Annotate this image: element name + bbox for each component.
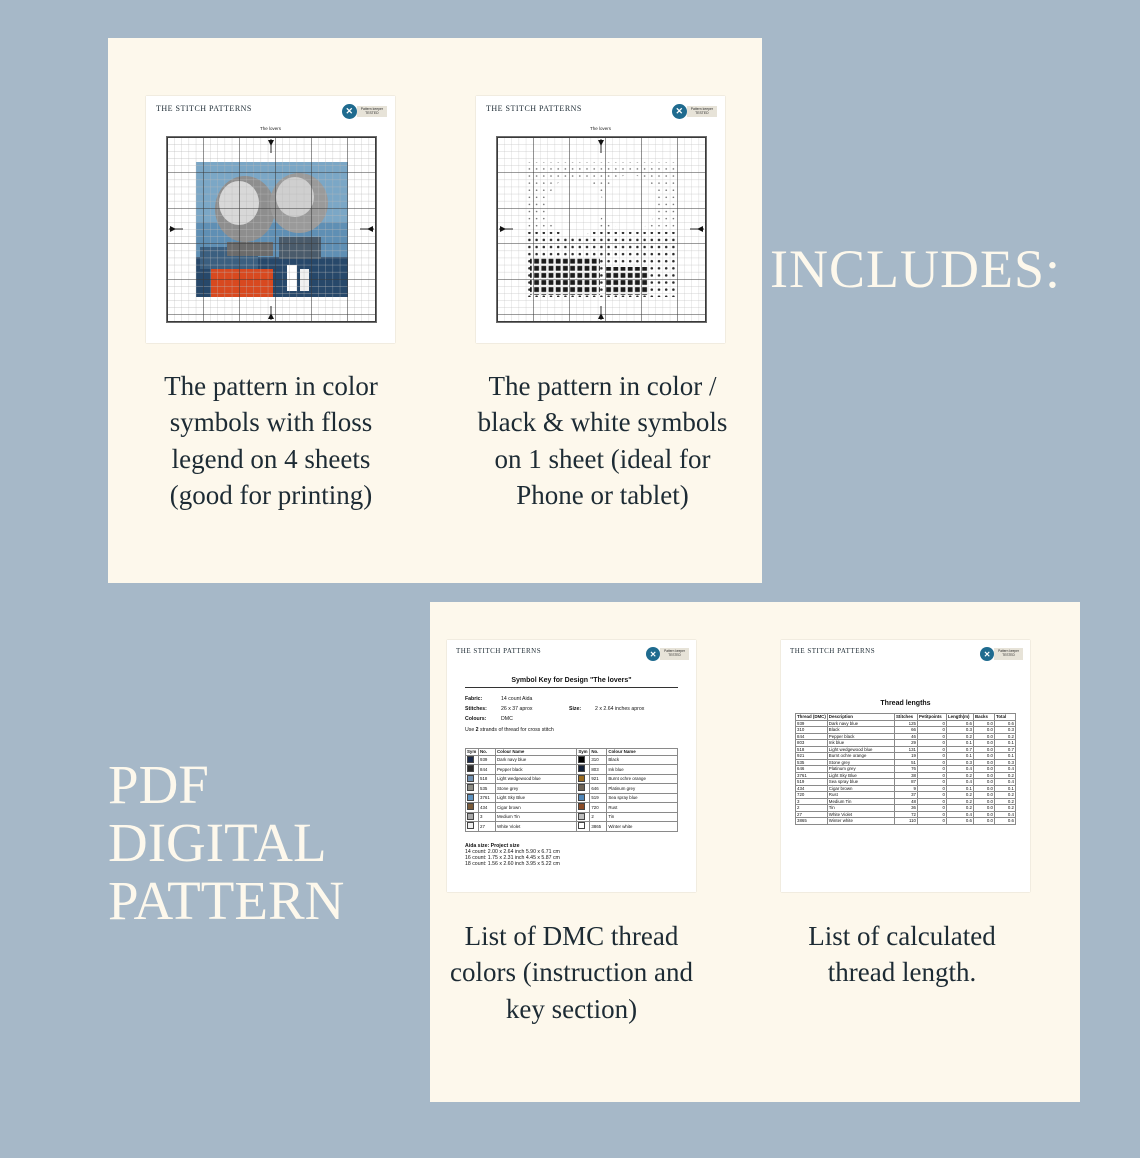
cell-5: 0.0 [974, 759, 995, 766]
cell-1: Pepper black [827, 733, 894, 740]
cell-2: 36 [895, 805, 918, 812]
cell-symbol [466, 812, 479, 822]
cell-1: White Violet [827, 811, 894, 818]
cell-3: 0 [918, 746, 947, 753]
table-row [466, 765, 678, 775]
aida-title: Aida size: Project size [465, 843, 520, 849]
cell-symbol [577, 784, 590, 794]
badge-ribbon [994, 648, 1023, 659]
field-fabric [465, 696, 678, 702]
cell-0: 844 [796, 733, 828, 740]
cell-5: 0.0 [974, 805, 995, 812]
badge-ribbon-line-1: Pattern keeper [998, 649, 1019, 654]
cell-number: 310 [590, 755, 607, 765]
cell-number: 535 [479, 784, 496, 794]
cell-symbol [577, 774, 590, 784]
cell-number: 434 [479, 803, 496, 813]
cell-5: 0.0 [974, 766, 995, 773]
cell-2: 125 [895, 720, 918, 727]
cell-4: 0.1 [947, 753, 974, 760]
cell-6: 0.1 [995, 785, 1016, 792]
cell-0: 3 [796, 798, 828, 805]
cell-1: Medium Tin [827, 798, 894, 805]
strands-note-count: 2 [475, 727, 479, 733]
cell-2: 51 [895, 759, 918, 766]
cell-0: 720 [796, 792, 828, 799]
cell-number: 3761 [479, 793, 496, 803]
cell-colour-name: Medium Tin [496, 812, 577, 822]
badge-ribbon [660, 648, 689, 659]
thread-lengths-title: Thread lengths [880, 700, 931, 707]
cell-number: 27 [479, 822, 496, 832]
cell-1: Cigar brown [827, 785, 894, 792]
cell-6: 0.1 [995, 740, 1016, 747]
cell-3: 0 [918, 772, 947, 779]
cell-colour-name: White Violet [496, 822, 577, 832]
cell-colour-name: Burnt ochre orange [607, 774, 678, 784]
cell-5: 0.0 [974, 779, 995, 786]
caption-bw-symbols: The pattern in color / black & white symbols on 1 sheet (ideal for Phone or tablet) [477, 371, 728, 511]
cell-4: 0.2 [947, 772, 974, 779]
cell-5: 0.0 [974, 740, 995, 747]
badge-circle-icon: ✕ [646, 647, 660, 661]
pdf-heading-line-2: DIGITAL [108, 811, 327, 873]
card-color-symbols[interactable] [146, 96, 395, 343]
cell-5: 0.0 [974, 753, 995, 760]
thread-lengths-table [795, 713, 1016, 825]
strands-note [465, 727, 678, 733]
cell-0: 519 [796, 779, 828, 786]
cell-4: 0.3 [947, 727, 974, 734]
cell-4: 0.2 [947, 798, 974, 805]
cell-6: 0.7 [995, 746, 1016, 753]
cell-symbol [466, 784, 479, 794]
cell-0: 803 [796, 740, 828, 747]
cell-6: 0.2 [995, 792, 1016, 799]
strands-note-pre: Use [465, 727, 476, 733]
cell-2: 87 [895, 779, 918, 786]
cell-1: Burnt ochre orange [827, 753, 894, 760]
cell-3: 0 [918, 720, 947, 727]
symbol-key-table [465, 748, 678, 832]
field-colours-label: Colours: [465, 716, 487, 722]
cell-4: 0.7 [947, 746, 974, 753]
cell-5: 0.0 [974, 746, 995, 753]
table-row [796, 818, 1016, 825]
cell-colour-name: Black [607, 755, 678, 765]
cell-2: 37 [895, 792, 918, 799]
cell-symbol [466, 793, 479, 803]
caption-color-symbols: The pattern in color symbols with floss legend on 4 sheets (good for printing) [164, 371, 378, 511]
chart-canvas-color[interactable] [166, 136, 377, 323]
cell-1: Platinum grey [827, 766, 894, 773]
badge-circle-icon: ✕ [672, 104, 687, 119]
cell-3: 0 [918, 779, 947, 786]
table-row [466, 755, 678, 765]
cell-symbol [577, 822, 590, 832]
cell-number: 3865 [590, 822, 607, 832]
cell-colour-name: Pepper black [496, 765, 577, 775]
cell-6: 0.6 [995, 720, 1016, 727]
badge-ribbon-line-2: TESTED [668, 653, 681, 657]
pattern-keeper-badge [342, 104, 387, 119]
cell-colour-name: Ink blue [607, 765, 678, 775]
cell-colour-name: Dark navy blue [496, 755, 577, 765]
cell-1: Rust [827, 792, 894, 799]
col-sym-2: Sym [577, 749, 590, 756]
cell-number: 2 [590, 812, 607, 822]
cell-6: 0.3 [995, 759, 1016, 766]
col-thread: Thread (DMC) [797, 714, 826, 719]
chart-title-1: The lovers [259, 126, 281, 131]
cell-3: 0 [918, 727, 947, 734]
cell-symbol [577, 803, 590, 813]
cell-2: 46 [895, 733, 918, 740]
chart-title-2: The lovers [589, 126, 611, 131]
cell-3: 0 [918, 733, 947, 740]
cell-1: Winter white [827, 818, 894, 825]
cell-2: 76 [895, 766, 918, 773]
cell-5: 0.0 [974, 733, 995, 740]
badge-ribbon-line-2: TESTED [695, 110, 709, 115]
cell-3: 0 [918, 818, 947, 825]
cell-number: 518 [479, 774, 496, 784]
cell-2: 131 [895, 746, 918, 753]
cell-symbol [577, 755, 590, 765]
cell-symbol [466, 803, 479, 813]
cell-number: 720 [590, 803, 607, 813]
cell-5: 0.0 [974, 772, 995, 779]
cell-colour-name: Cigar brown [496, 803, 577, 813]
col-backs: Backs [974, 714, 995, 721]
col-no-1: No. [479, 749, 496, 756]
cell-colour-name: Stone grey [496, 784, 577, 794]
cell-3: 0 [918, 798, 947, 805]
cell-4: 0.3 [947, 759, 974, 766]
col-petitpoints: Petitpoints [918, 714, 947, 721]
cell-1: Dark navy blue [827, 720, 894, 727]
field-stitches [465, 706, 678, 712]
col-no-2: No. [590, 749, 607, 756]
chart-canvas-bw[interactable] [496, 136, 707, 323]
table-row [466, 822, 678, 832]
cell-4: 0.1 [947, 740, 974, 747]
caption-dmc-key: List of DMC thread colors (instruction and key section) [450, 921, 693, 1024]
cell-4: 0.1 [947, 785, 974, 792]
cell-symbol [466, 822, 479, 832]
cell-1: Stone grey [827, 759, 894, 766]
key-sheet-title: Symbol Key for Design "The lovers" [511, 677, 632, 684]
cell-6: 0.1 [995, 753, 1016, 760]
cell-6: 0.4 [995, 811, 1016, 818]
field-size-value: 2 x 2.64 inches aprox [595, 706, 645, 712]
cell-6: 0.4 [995, 766, 1016, 773]
table-row [466, 812, 678, 822]
cell-6: 0.4 [995, 779, 1016, 786]
brand-name: THE STITCH PATTERNS [486, 104, 582, 113]
cell-symbol [466, 765, 479, 775]
cell-1: Black [827, 727, 894, 734]
field-stitches-label: Stitches: [465, 706, 487, 712]
badge-ribbon-line-1: Pattern keeper [664, 649, 685, 654]
divider [465, 687, 678, 688]
cell-5: 0.0 [974, 727, 995, 734]
cell-0: 646 [796, 766, 828, 773]
cell-2: 9 [895, 785, 918, 792]
cell-3: 0 [918, 805, 947, 812]
chart-bw-symbols-svg [497, 137, 706, 322]
cell-colour-name: Light wedgewood blue [496, 774, 577, 784]
col-total: Total [995, 714, 1016, 721]
field-fabric-label: Fabric: [465, 696, 483, 702]
cell-6: 0.6 [995, 818, 1016, 825]
badge-ribbon [357, 106, 387, 118]
cell-2: 66 [895, 727, 918, 734]
card-bw-symbols[interactable] [476, 96, 725, 343]
pattern-keeper-badge [646, 647, 689, 661]
cell-3: 0 [918, 740, 947, 747]
cell-1: Sea spray blue [827, 779, 894, 786]
cell-6: 0.2 [995, 805, 1016, 812]
brand-name: THE STITCH PATTERNS [156, 104, 252, 113]
table-row [466, 793, 678, 803]
cell-number: 844 [479, 765, 496, 775]
field-size-label: Size: [569, 706, 582, 712]
cell-symbol [466, 774, 479, 784]
pdf-heading-line-1: PDF [108, 754, 209, 815]
cell-number: 921 [590, 774, 607, 784]
pattern-keeper-badge [980, 647, 1023, 661]
chart-color-symbols-svg [167, 137, 376, 322]
badge-circle-icon: ✕ [342, 104, 357, 119]
cell-5: 0.0 [974, 785, 995, 792]
cell-number: 519 [590, 793, 607, 803]
cell-2: 110 [895, 818, 918, 825]
cell-4: 0.2 [947, 805, 974, 812]
badge-ribbon-line-1: Pattern keeper [690, 106, 713, 111]
strands-note-post: strands of thread for cross stitch [478, 727, 554, 733]
cell-2: 48 [895, 798, 918, 805]
cell-2: 72 [895, 811, 918, 818]
card-dmc-key[interactable] [447, 640, 696, 892]
col-description: Description [827, 714, 894, 721]
pdf-heading-line-3: PATTERN [108, 869, 345, 931]
badge-ribbon-line-1: Pattern keeper [360, 106, 383, 111]
cell-0: 3761 [796, 772, 828, 779]
col-stitches: Stitches [895, 714, 918, 721]
cell-5: 0.0 [974, 792, 995, 799]
cell-0: 2 [796, 805, 828, 812]
cell-3: 0 [918, 759, 947, 766]
cell-colour-name: Light Sky Blue [496, 793, 577, 803]
cell-colour-name: Sea spray blue [607, 793, 678, 803]
cell-2: 19 [895, 753, 918, 760]
field-colours-value: DMC [501, 716, 513, 722]
cell-3: 0 [918, 792, 947, 799]
pattern-keeper-badge [672, 104, 717, 119]
cell-0: 518 [796, 746, 828, 753]
cell-6: 0.2 [995, 772, 1016, 779]
cell-3: 0 [918, 753, 947, 760]
card-thread-length[interactable] [781, 640, 1030, 892]
cell-6: 0.2 [995, 733, 1016, 740]
cell-symbol [577, 765, 590, 775]
cell-symbol [577, 793, 590, 803]
badge-ribbon-line-2: TESTED [1002, 653, 1015, 657]
cell-number: 939 [479, 755, 496, 765]
cell-3: 0 [918, 785, 947, 792]
col-length: Length(m) [947, 714, 974, 721]
cell-colour-name: Rust [607, 803, 678, 813]
cell-0: 921 [796, 753, 828, 760]
cell-symbol [577, 812, 590, 822]
col-name-2: Colour Name [607, 749, 678, 756]
table-row [466, 803, 678, 813]
badge-circle-icon: ✕ [980, 647, 994, 661]
cell-1: Tin [827, 805, 894, 812]
badge-ribbon [687, 106, 717, 118]
cell-colour-name: Platinum grey [607, 784, 678, 794]
cell-0: 939 [796, 720, 828, 727]
cell-4: 0.6 [947, 720, 974, 727]
cell-5: 0.0 [974, 811, 995, 818]
table-header-row [796, 714, 1016, 721]
cell-0: 3865 [796, 818, 828, 825]
cell-number: 3 [479, 812, 496, 822]
field-colours [465, 716, 678, 722]
cell-2: 29 [895, 740, 918, 747]
cell-5: 0.0 [974, 720, 995, 727]
cell-3: 0 [918, 811, 947, 818]
aida-line-1: 14 count: 2.00 x 2.64 inch 5.90 x 6.71 cm [465, 849, 560, 855]
cell-4: 0.2 [947, 792, 974, 799]
cell-4: 0.2 [947, 733, 974, 740]
col-sym-1: Sym [466, 749, 479, 756]
caption-thread-length: List of calculated thread length. [808, 921, 996, 988]
aida-line-3: 18 count: 1.56 x 2.60 inch 3.95 x 5.22 cm [465, 861, 560, 867]
cell-number: 803 [590, 765, 607, 775]
pdf-heading [108, 756, 344, 929]
cell-0: 310 [796, 727, 828, 734]
field-stitches-value: 26 x 37 aprox [501, 706, 533, 712]
cell-4: 0.6 [947, 818, 974, 825]
brand-name: THE STITCH PATTERNS [456, 647, 542, 655]
cell-symbol [466, 755, 479, 765]
table-row [466, 784, 678, 794]
includes-heading: INCLUDES: [770, 239, 1061, 299]
cell-colour-name: Winter white [607, 822, 678, 832]
cell-1: Light Sky Blue [827, 772, 894, 779]
cell-5: 0.0 [974, 818, 995, 825]
field-fabric-value: 14 count Aida [501, 696, 533, 702]
cell-1: Ink blue [827, 740, 894, 747]
cell-0: 27 [796, 811, 828, 818]
cell-3: 0 [918, 766, 947, 773]
col-name-1: Colour Name [496, 749, 577, 756]
cell-2: 38 [895, 772, 918, 779]
badge-ribbon-line-2: TESTED [365, 110, 379, 115]
cell-number: 646 [590, 784, 607, 794]
cell-4: 0.4 [947, 811, 974, 818]
aida-line-2: 16 count: 1.75 x 2.31 inch 4.45 x 5.87 cm [465, 855, 560, 861]
cell-4: 0.4 [947, 779, 974, 786]
cell-5: 0.0 [974, 798, 995, 805]
cell-colour-name: Tin [607, 812, 678, 822]
cell-6: 0.3 [995, 727, 1016, 734]
table-row [466, 774, 678, 784]
cell-1: Light wedgewood blue [827, 746, 894, 753]
cell-0: 434 [796, 785, 828, 792]
cell-6: 0.2 [995, 798, 1016, 805]
brand-name: THE STITCH PATTERNS [790, 647, 876, 655]
cell-0: 535 [796, 759, 828, 766]
cell-4: 0.4 [947, 766, 974, 773]
